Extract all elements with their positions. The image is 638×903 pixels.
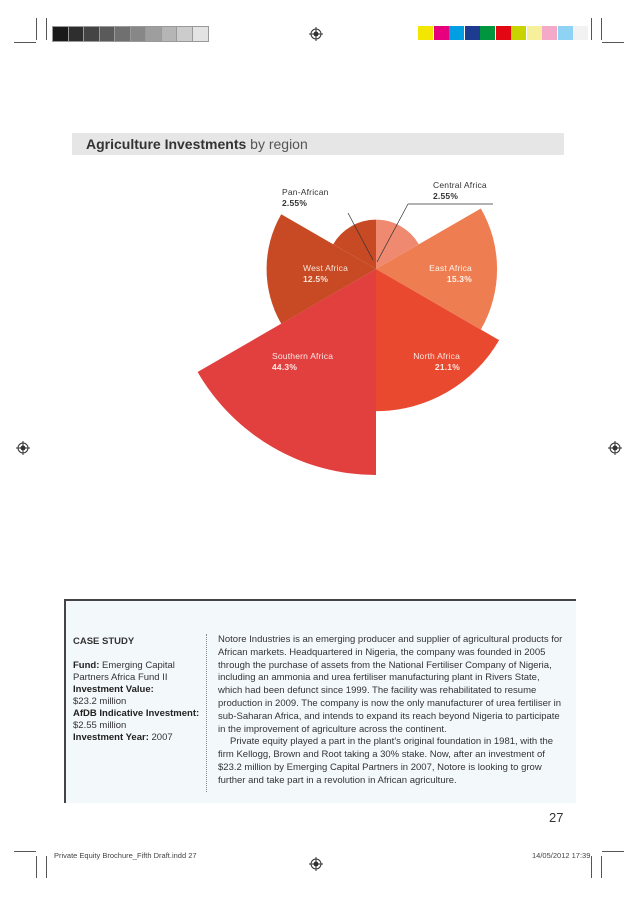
paragraph: Private equity played a part in the plant’s original foundation in 1981, with the firm Kellogg, Brown and Root taking a 30% stake. Now, after an investment of $23.2 million by Emerging Capital Partners in 2007, Notore is looking to grow further and take part in a revolution in African agriculture. (218, 736, 554, 786)
case-study-body (218, 634, 566, 788)
slice-label: East Africa (429, 263, 472, 273)
label-pan-african (282, 187, 329, 209)
investment-label: Investment Value: (73, 684, 154, 695)
page-number: 27 (549, 810, 564, 825)
case-study-facts (73, 660, 199, 744)
label-east-africa (428, 263, 472, 285)
slice-label: Central Africa (433, 180, 487, 190)
label-west-africa (303, 263, 348, 285)
year-line: Investment Year: 2007 (73, 732, 173, 743)
label-central-africa (433, 180, 487, 202)
label-north-africa (412, 351, 460, 373)
investment-value: $23.2 million (73, 696, 127, 707)
date-slug: 14/05/2012 17:39 (532, 851, 591, 860)
case-study-top-rule (64, 599, 576, 601)
paragraph: Notore Industries is an emerging producer and supplier of agricultural products for African markets. Headquartered in Nigeria, the company was founded in 2005 through the purchase of assets from the National Fertiliser Company of Nigeria, including an ammonia and urea fertiliser manufacturing plant in Rivers State, which had been defunct since 1999. The facility was rehabilitated to resume production in 2009. The company is now the only manufacturer of urea fertiliser in sub-Saharan Africa, and intends to expand its reach beyond Nigeria to participate in the improvement of agriculture across the continent. (218, 634, 563, 735)
slice-label: Pan-African (282, 187, 329, 197)
slice-value: 21.1% (434, 362, 460, 372)
slice-value: 44.3% (272, 362, 298, 372)
file-slug: Private Equity Brochure_Fifth Draft.indd 27 (54, 851, 197, 860)
fund-line: Fund: Emerging Capital (73, 660, 175, 671)
slice-label: West Africa (303, 263, 349, 273)
slice-value: 15.3% (446, 274, 472, 284)
slice-value: 2.55% (433, 191, 459, 201)
fund-line-2: Partners Africa Fund II (73, 672, 168, 683)
label-southern-africa (272, 351, 333, 373)
chart-title: Agriculture Investments by region (86, 136, 308, 152)
afdb-value: $2.55 million (73, 720, 127, 731)
slice-label: North Africa (413, 351, 460, 361)
slice-value: 2.55% (282, 198, 308, 208)
case-study-divider (206, 634, 207, 792)
slice-label: Southern Africa (272, 351, 334, 361)
case-study-heading: CASE STUDY (73, 636, 135, 647)
afdb-label: AfDB Indicative Investment: (73, 708, 200, 719)
slice-value: 12.5% (303, 274, 329, 284)
case-study-left-rule (64, 599, 66, 803)
registration-mark-icon (309, 857, 323, 871)
